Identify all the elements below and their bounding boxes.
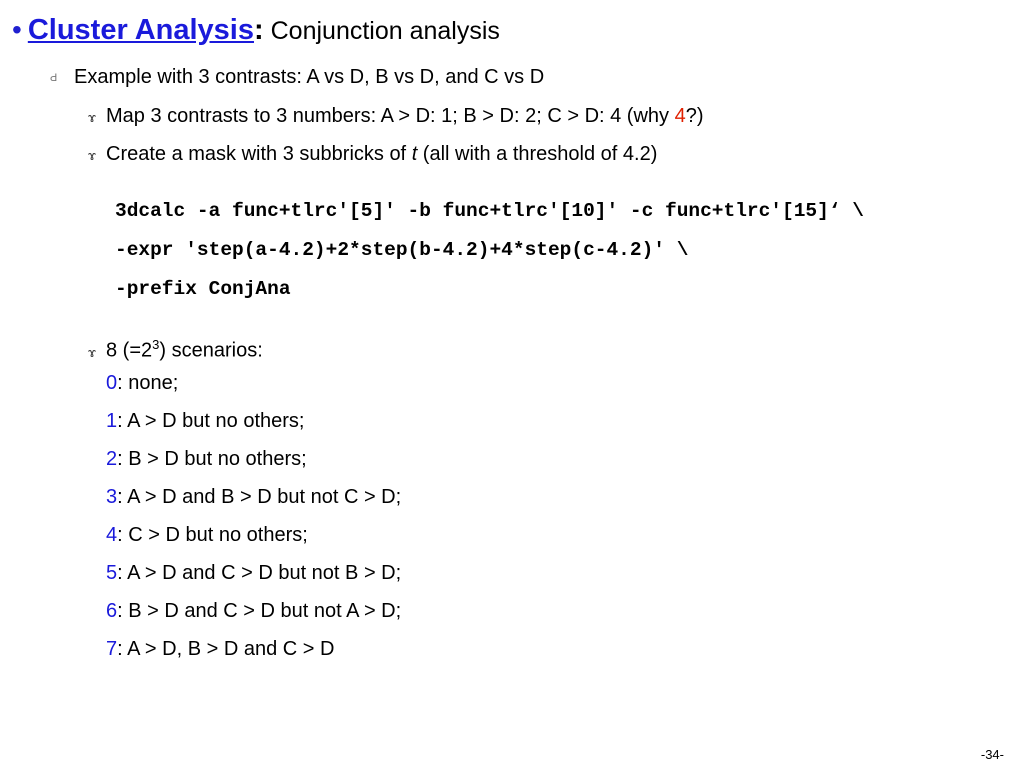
scenarios-bullet (88, 332, 263, 366)
mask-text-italic: t (411, 143, 418, 165)
level1-bullet-icon: Ԁ (50, 71, 58, 84)
mask-text-post: (all with a threshold of 4.2) (417, 143, 658, 165)
title-colon: : (254, 14, 264, 46)
scenario-text: : A > D but no others; (117, 410, 305, 432)
code-line-1: 3dcalc -a func+tlrc'[5]' -b func+tlrc'[10]' -c func+tlrc'[15]‘ \ (115, 200, 864, 222)
map-highlight-number: 4 (674, 105, 686, 127)
scenario-item (106, 636, 334, 662)
title-bullet-icon: • (12, 14, 22, 45)
level2-bullet-icon: ɤ (88, 110, 97, 125)
scenarios-text-pre: 8 (=2 (106, 339, 153, 362)
level2-bullet-icon: ɤ (88, 148, 97, 163)
scenario-number: 2 (106, 448, 118, 470)
scenario-item (106, 598, 401, 624)
scenario-number: 3 (106, 486, 118, 508)
page-number: -34- (980, 747, 1004, 762)
scenario-text: : A > D, B > D and C > D (117, 638, 335, 660)
scenario-number: 6 (106, 600, 118, 622)
scenario-item (106, 408, 304, 434)
code-line-3: -prefix ConjAna (115, 278, 291, 300)
scenario-text: : none; (117, 372, 179, 394)
create-mask-bullet (88, 141, 657, 169)
scenario-item (106, 560, 401, 586)
scenarios-exponent: 3 (152, 337, 160, 352)
scenario-number: 4 (106, 524, 118, 546)
example-bullet (50, 64, 544, 91)
scenario-text: : A > D and B > D but not C > D; (117, 486, 402, 508)
map-contrasts-bullet (88, 103, 704, 131)
map-text-post: ?) (685, 105, 704, 127)
scenario-number: 0 (106, 372, 118, 394)
scenario-number: 7 (106, 638, 118, 660)
scenario-number: 5 (106, 562, 118, 584)
scenario-text: : A > D and C > D but not B > D; (117, 562, 402, 584)
scenario-number: 1 (106, 410, 118, 432)
mask-text-pre: Create a mask with 3 subbricks of (106, 143, 412, 165)
title-subtitle: Conjunction analysis (263, 17, 500, 45)
scenario-item (106, 446, 307, 472)
scenario-text: : C > D but no others; (117, 524, 308, 546)
scenario-text: : B > D and C > D but not A > D; (117, 600, 402, 622)
slide-title (12, 10, 500, 51)
scenarios-text-post: ) scenarios: (159, 339, 263, 362)
scenario-item (106, 522, 308, 548)
scenario-item (106, 370, 178, 396)
level2-bullet-icon: ɤ (88, 344, 97, 360)
example-text: Example with 3 contrasts: A vs D, B vs D, and C vs D (74, 66, 545, 88)
code-line-2: -expr 'step(a-4.2)+2*step(b-4.2)+4*step(c-4.2)' \ (115, 239, 689, 261)
scenario-item (106, 484, 401, 510)
scenario-text: : B > D but no others; (117, 448, 307, 470)
map-text-pre: Map 3 contrasts to 3 numbers: A > D: 1; B > D: 2; C > D: 4 (why (106, 105, 675, 127)
cluster-analysis-link[interactable]: Cluster Analysis (27, 14, 254, 46)
